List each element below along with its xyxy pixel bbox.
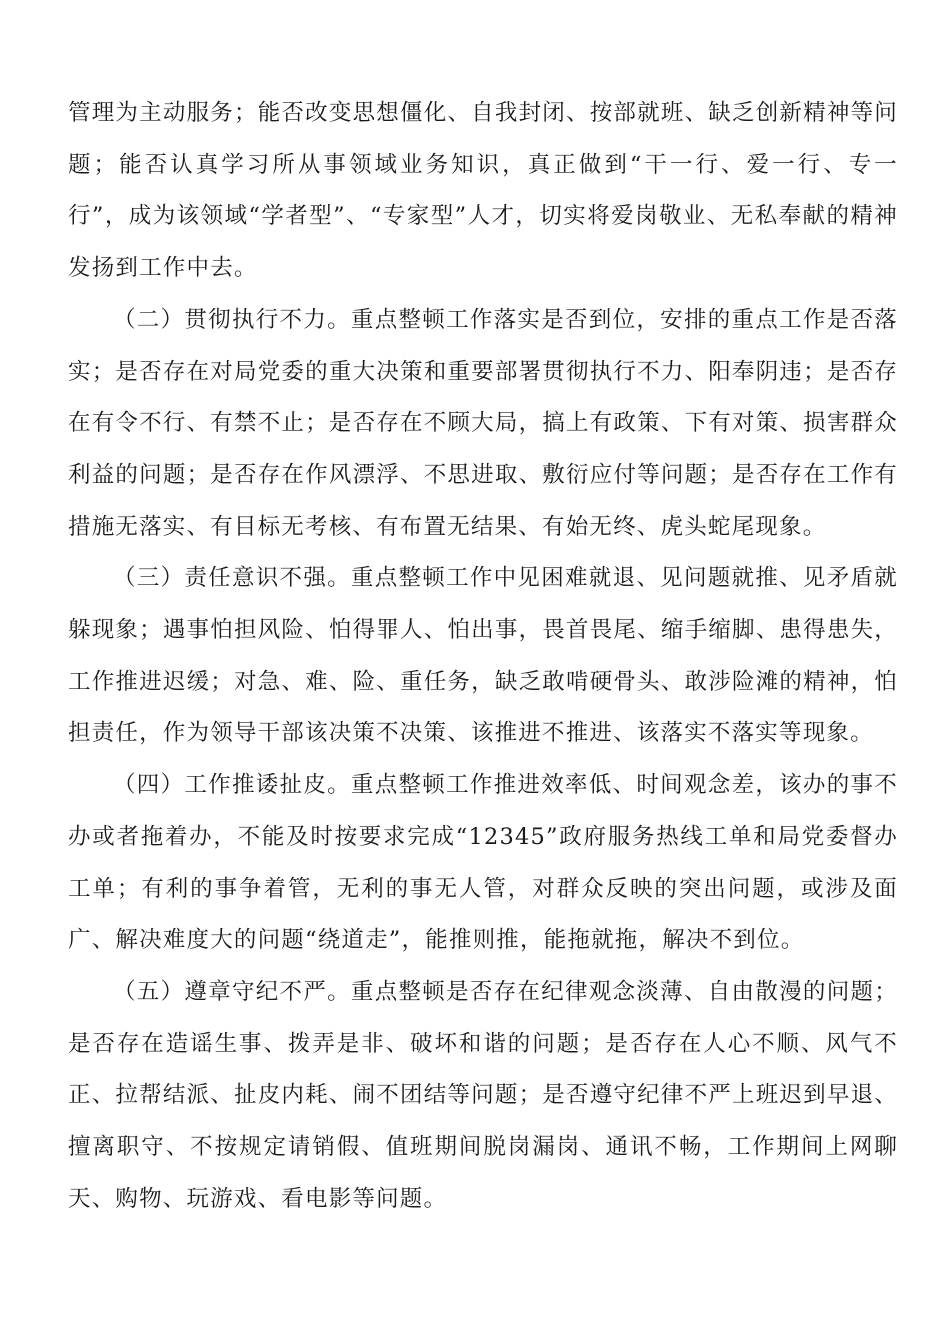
section-heading: （三）责任意识不强。: [113, 565, 351, 592]
section-heading: （二）贯彻执行不力。: [113, 306, 351, 333]
paragraph-text: 重点整顿是否存在纪律观念淡薄、自由散漫的问题；是否存在造谣生事、拨弄是非、破坏和谐的问题；是否存在人心不顺、风气不正、拉帮结派、扯皮内耗、闹不团结等问题；是否遵守纪律不严上班迟到早退、擅离职守、不按规定请销假、值班期间脱岗漏岗、通讯不畅，工作期间上网聊天、购物、玩游戏、看电影等问题。: [68, 978, 898, 1212]
paragraph-text: 重点整顿工作落实是否到位，安排的重点工作是否落实；是否存在对局党委的重大决策和重要部署贯彻执行不力、阳奉阴违；是否存在有令不行、有禁不止；是否存在不顾大局，搞上有政策、下有对策、损害群众利益的问题；是否存在作风漂浮、不思进取、敷衍应付等问题；是否存在工作有措施无落实、有目标无考核、有布置无结果、有始无终、虎头蛇尾现象。: [68, 306, 898, 540]
paragraph-continuation: [68, 88, 898, 295]
paragraph-text: 重点整顿工作推进效率低、时间观念差，该办的事不办或者拖着办，不能及时按要求完成“12345”政府服务热线工单和局党委督办工单；有利的事争着管，无利的事无人管，对群众反映的突出问题，或涉及面广、解决难度大的问题“绕道走”，能推则推，能拖就拖，解决不到位。: [68, 772, 898, 954]
paragraph-text: 重点整顿工作中见困难就退、见问题就推、见矛盾就躲现象；遇事怕担风险、怕得罪人、怕出事，畏首畏尾、缩手缩脚、患得患失，工作推进迟缓；对急、难、险、重任务，缺乏敢啃硬骨头、敢涉险滩的精神，怕担责任，作为领导干部该决策不决策、该推进不推进、该落实不落实等现象。: [68, 565, 898, 747]
paragraph-text: 管理为主动服务；能否改变思想僵化、自我封闭、按部就班、缺乏创新精神等问题；能否认真学习所从事领域业务知识，真正做到“干一行、爱一行、专一行”，成为该领域“学者型”、“专家型”人才，切实将爱岗敬业、无私奉献的精神发扬到工作中去。: [68, 100, 898, 282]
document-body: [68, 88, 898, 1225]
paragraph-section-4: [68, 760, 898, 967]
paragraph-section-3: [68, 553, 898, 760]
section-heading: （五）遵章守纪不严。: [113, 978, 351, 1005]
section-heading: （四）工作推诿扯皮。: [113, 772, 351, 799]
paragraph-section-5: [68, 967, 898, 1226]
paragraph-section-2: [68, 295, 898, 554]
